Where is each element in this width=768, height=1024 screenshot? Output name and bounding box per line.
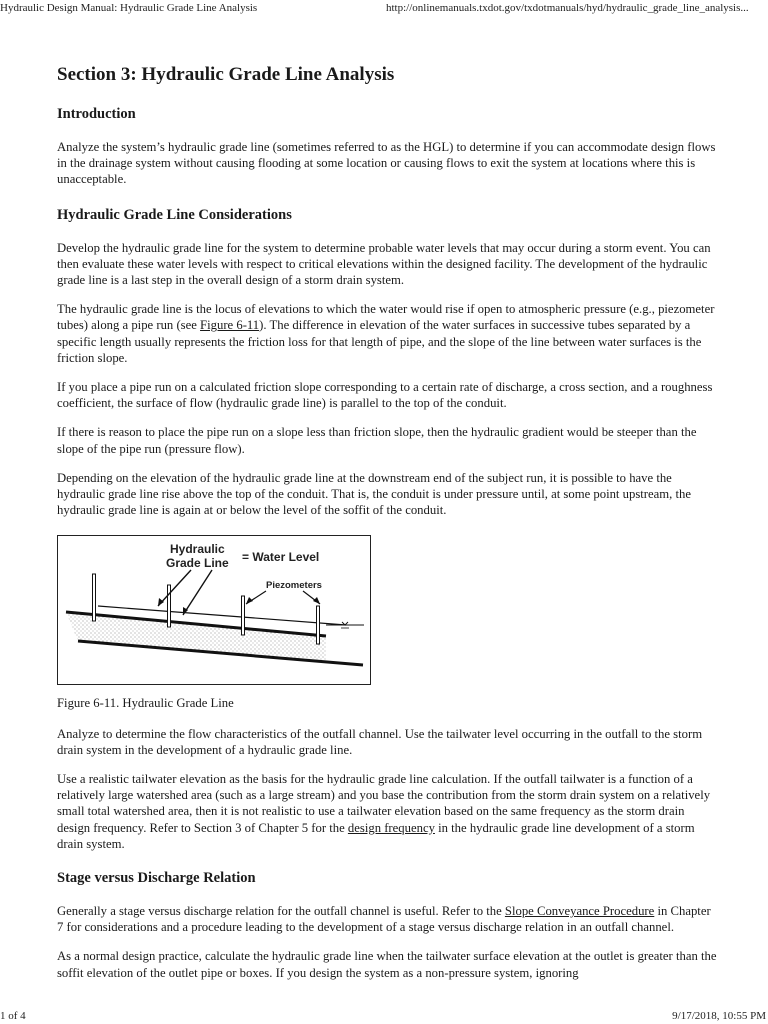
figure-label-hgl: Hydraulic Grade Line bbox=[166, 542, 229, 571]
piezometer-tube-2 bbox=[168, 585, 171, 627]
print-header bbox=[0, 0, 768, 16]
figure-caption: Figure 6-11. Hydraulic Grade Line bbox=[57, 696, 234, 711]
paragraph-introduction: Analyze the system’s hydraulic grade line (sometimes referred to as the HGL) to determine if you can accommodate design flows in the drainage system without causing flooding at some location or causing flows to exit the system at locations where this is unacceptable. bbox=[57, 140, 716, 187]
heading-stage-discharge: Stage versus Discharge Relation bbox=[57, 870, 256, 887]
leader-hgl-1 bbox=[158, 570, 191, 606]
page-title: Section 3: Hydraulic Grade Line Analysis bbox=[57, 64, 395, 85]
piezometer-tube-3 bbox=[242, 596, 245, 635]
paragraph-considerations-3: If you place a pipe run on a calculated friction slope corresponding to a certain rate of discharge, a cross section, and a roughness coefficient, the surface of flow (hydraulic grade line) is parallel to the top of the conduit. bbox=[57, 380, 713, 411]
paragraph-stage-1: Generally a stage versus discharge relation for the outfall channel is useful. Refer to the Slope Conveyance Procedure in Chapter 7 for considerations and a procedure leading to the development of a stage versus discharge relation in an outfall channel. bbox=[57, 904, 711, 935]
piezometer-tube-4 bbox=[317, 606, 320, 644]
leader-hgl-2 bbox=[183, 570, 212, 615]
page-number: 1 of 4 bbox=[0, 1010, 26, 1022]
heading-introduction: Introduction bbox=[57, 106, 136, 122]
figure-label-piezometers: Piezometers bbox=[266, 580, 322, 592]
link-design-frequency[interactable]: design frequency bbox=[347, 820, 435, 835]
print-footer bbox=[0, 1008, 768, 1024]
paragraph-outfall-2: Use a realistic tailwater elevation as the basis for the hydraulic grade line calculation. If the outfall tailwater is a function of a relatively large watershed area (such as a large stream) and you base the contribution from the storm drain system on a relatively small total watershed area, then it is not realistic to use a tailwater elevation based on the same frequency as the storm drain design frequency. Refer to Section 3 of Chapter 5 for the design frequency in the hydraulic grade line development of a storm drain system. bbox=[57, 772, 711, 851]
link-slope-conveyance-procedure[interactable]: Slope Conveyance Procedure bbox=[504, 904, 655, 919]
paragraph-considerations-4: If there is reason to place the pipe run on a slope less than friction slope, then the hydraulic gradient would be steeper than the slope of the pipe run (pressure flow). bbox=[57, 425, 697, 456]
paragraph-considerations-2: The hydraulic grade line is the locus of elevations to which the water would rise if open to atmospheric pressure (e.g., piezometer tubes) along a pipe run (see Figure 6-11). The difference in elevation of the water surfaces in successive tubes separated by a specific length usually represents the friction loss for that length of pipe, and the slope of the line between water surfaces is the friction slope. bbox=[57, 302, 715, 365]
figure-label-water-level: = Water Level bbox=[242, 550, 320, 565]
pipe-interior bbox=[66, 612, 326, 660]
print-header-title: Hydraulic Design Manual: Hydraulic Grade Line Analysis bbox=[0, 2, 258, 14]
heading-considerations: Hydraulic Grade Line Considerations bbox=[57, 206, 292, 223]
paragraph-considerations-5: Depending on the elevation of the hydraulic grade line at the downstream end of the subject run, it is possible to have the hydraulic grade line rise above the top of the conduit. That is, the conduit is under pressure until, at some point upstream, the hydraulic grade line is again at or below the level of the soffit of the conduit. bbox=[57, 470, 691, 518]
print-header-url: http://onlinemanuals.txdot.gov/txdotmanuals/hyd/hydraulic_grade_line_analysis... bbox=[386, 2, 749, 14]
paragraph-outfall-1: Analyze to determine the flow characteristics of the outfall channel. Use the tailwater level occurring in the outfall to the storm drain system in the development of a hydraulic grade line. bbox=[57, 726, 703, 757]
paragraph-considerations-1: Develop the hydraulic grade line for the system to determine probable water levels that may occur during a storm event. You can then evaluate these water levels with respect to critical elevations within the designed facility. The development of the hydraulic grade line is a last step in the overall design of a storm drain system. bbox=[57, 240, 711, 288]
link-figure-6-11[interactable]: Figure 6-11 bbox=[200, 318, 260, 333]
figure-hydraulic-grade-line bbox=[57, 535, 371, 685]
article bbox=[57, 62, 719, 981]
piezometer-tube-1 bbox=[93, 574, 96, 621]
paragraph-stage-2: As a normal design practice, calculate the hydraulic grade line when the tailwater surface elevation at the outlet is greater than the soffit elevation of the outlet pipe or boxes. If you design the system as a non-pressure system, ignoring bbox=[57, 949, 717, 980]
print-datetime: 9/17/2018, 10:55 PM bbox=[672, 1010, 766, 1022]
